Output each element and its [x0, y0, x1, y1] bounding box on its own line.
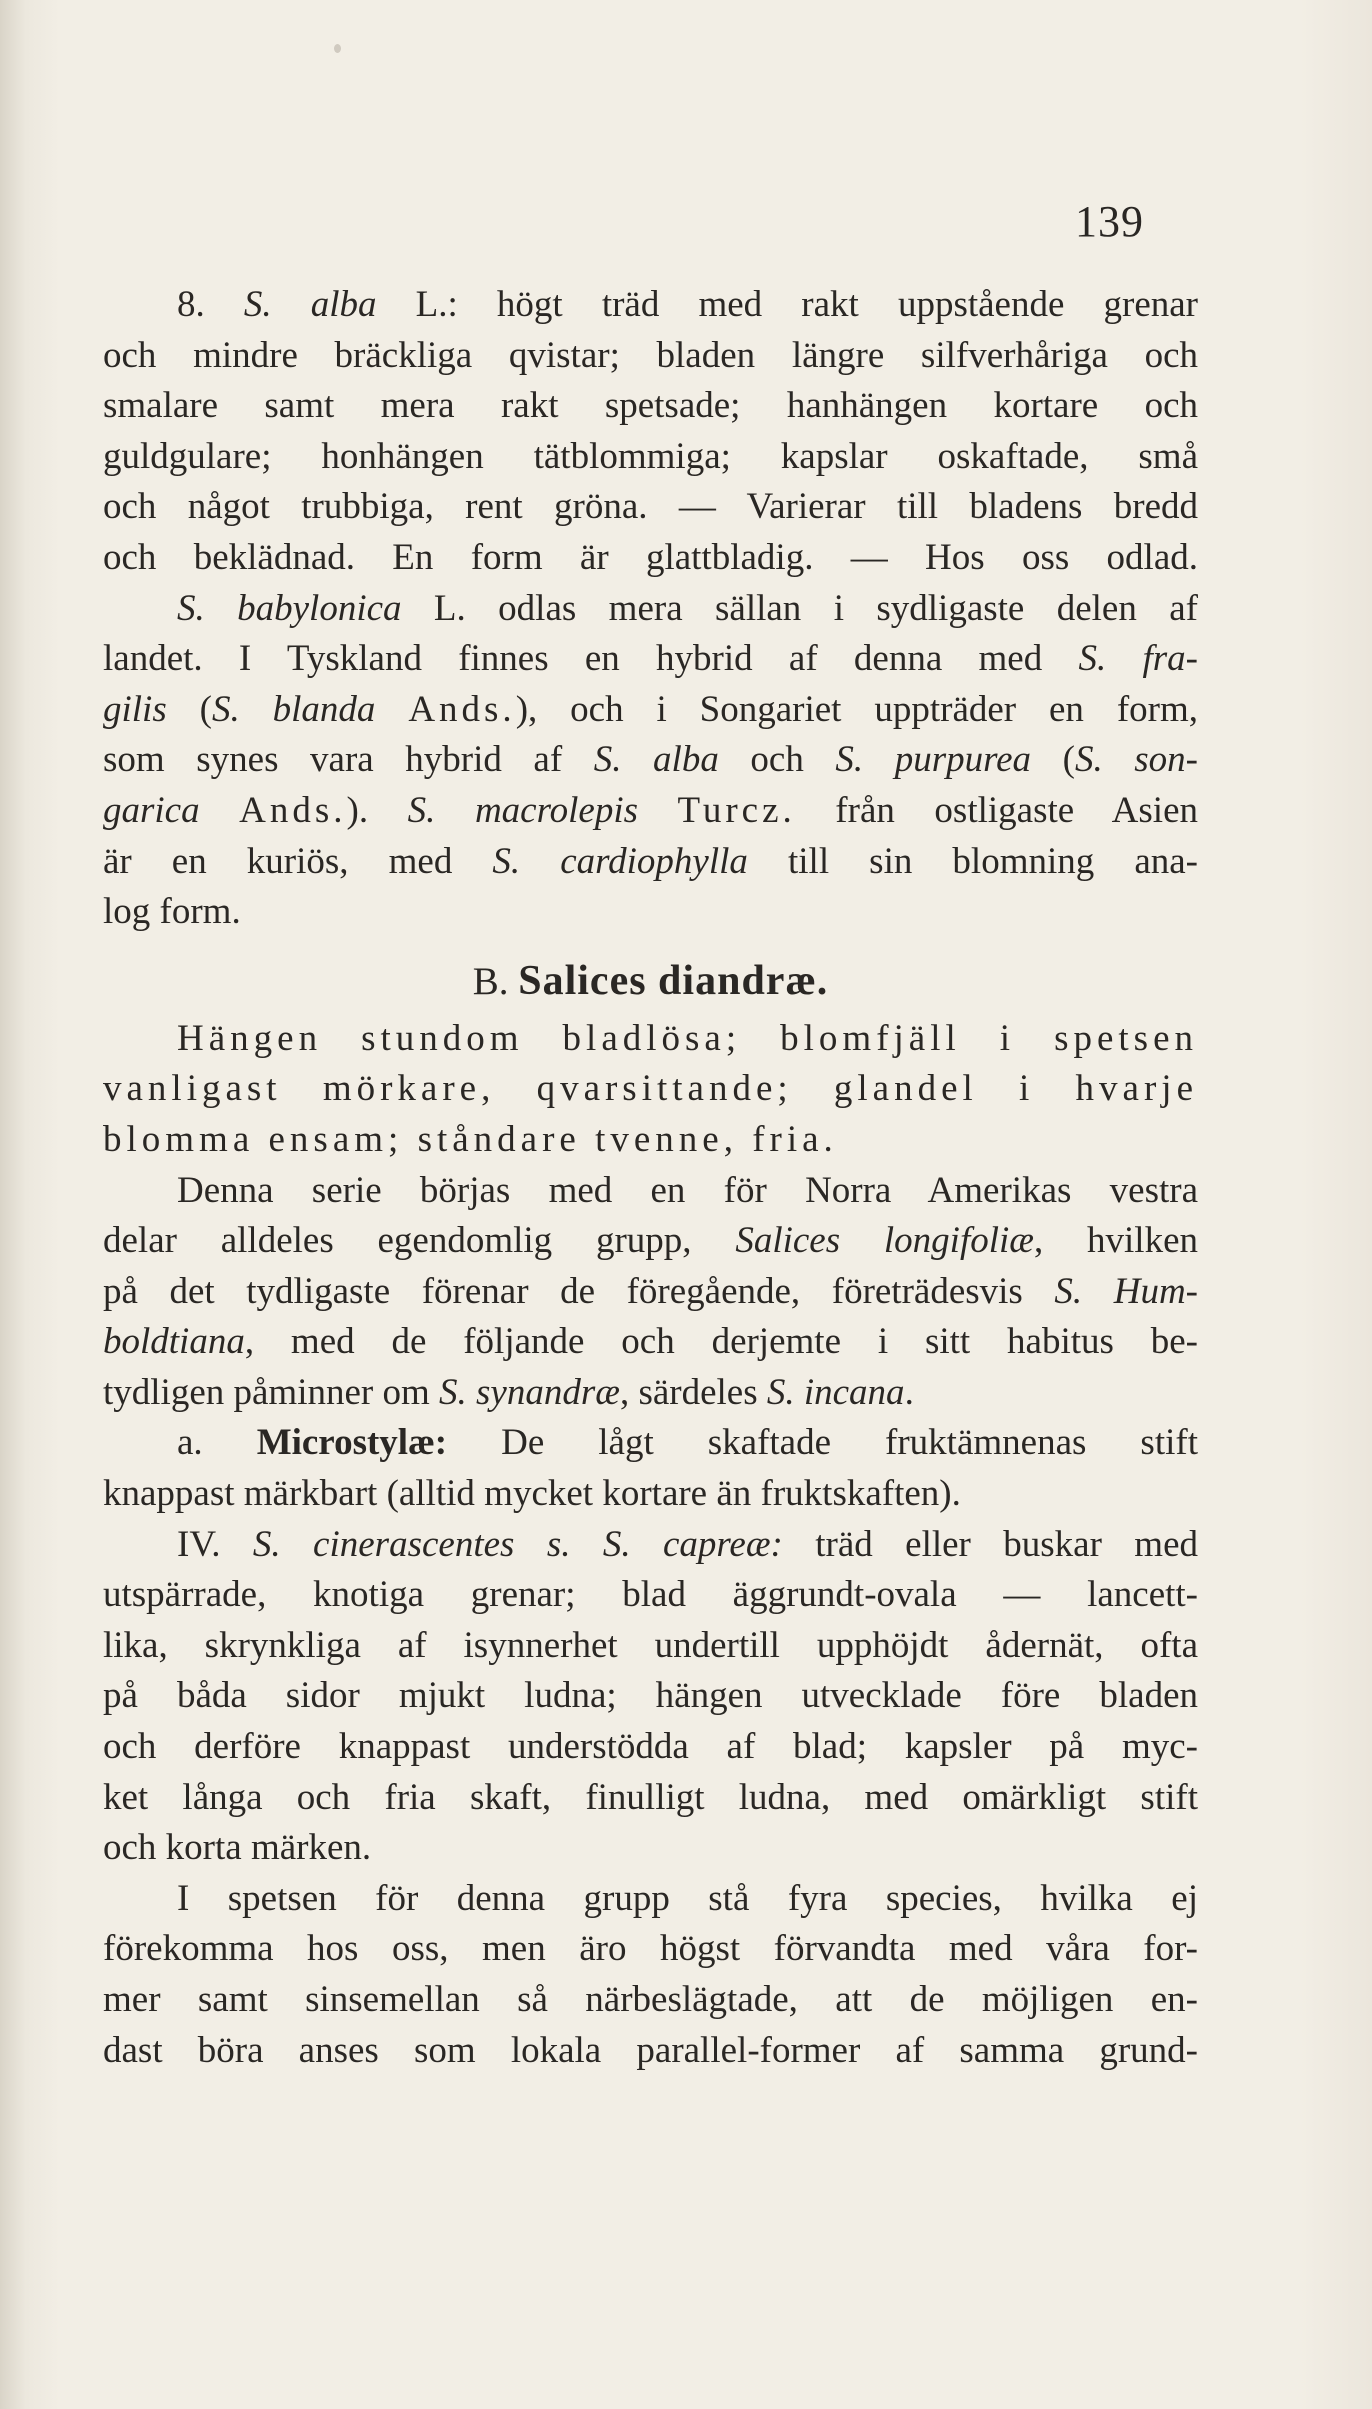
text-line: lika, skrynkliga af isynnerhet undertill upphöjdt ådernät, ofta [103, 1624, 1198, 1666]
body-text [103, 280, 1198, 2076]
text-line: förekomma hos oss, men äro högst förvandta med våra for- [103, 1928, 1198, 1970]
text-line: och derföre knappast understödda af blad; kapsler på myc- [103, 1726, 1198, 1768]
text-line: Hängen stundom bladlösa; blomfjäll i spetsen [177, 1017, 1198, 1059]
text-line: I spetsen för denna grupp stå fyra species, hvilka ej [177, 1877, 1198, 1919]
text-line: boldtiana, med de följande och derjemte i sitt habitus be- [103, 1321, 1198, 1363]
text-line: ket långa och fria skaft, finulligt ludna, med omärkligt stift [103, 1776, 1198, 1818]
text-line: och mindre bräckliga qvistar; bladen längre silfverhåriga och [103, 334, 1198, 376]
text-line: guldgulare; honhängen tätblommiga; kapslar oskaftade, små [103, 435, 1198, 477]
text-line: på båda sidor mjukt ludna; hängen utvecklade före bladen [103, 1675, 1198, 1717]
text-line: på det tydligaste förenar de föregående, företrädesvis S. Hum- [103, 1270, 1199, 1312]
page-number: 139 [1075, 197, 1144, 246]
ink-speck [334, 44, 341, 53]
text-line: delar alldeles egendomlig grupp, Salices longifoliæ, hvilken [103, 1220, 1198, 1262]
text-line: IV. S. cinerascentes s. S. capreæ: träd eller buskar med [177, 1523, 1199, 1565]
text-line: gilis (S. blanda Ands.), och i Songariet uppträder en form, [103, 688, 1199, 730]
text-line: Denna serie börjas med en för Norra Amerikas vestra [177, 1169, 1198, 1211]
text-line: som synes vara hybrid af S. alba och S. purpurea (S. son- [103, 739, 1198, 781]
text-line: mer samt sinsemellan så närbeslägtade, att de möjligen en- [103, 1979, 1198, 2020]
text-line: log form. [103, 891, 241, 933]
text-line: är en kuriös, med S. cardiophylla till sin blomning ana- [103, 840, 1198, 882]
text-line: utspärrade, knotiga grenar; blad äggrundt-ovala — lancett- [103, 1574, 1198, 1616]
text-line: tydligen påminner om S. synandræ, särdeles S. incana. [103, 1371, 914, 1413]
text-line: 8. S. alba L.: högt träd med rakt uppstående grenar [177, 284, 1198, 325]
text-line: dast böra anses som lokala parallel-former af samma grund- [103, 2029, 1198, 2071]
text-line: S. babylonica L. odlas mera sällan i sydligaste delen af [177, 587, 1198, 629]
section-heading: B. Salices diandræ. [472, 957, 829, 1004]
text-line: a. Microstylæ: De lågt skaftade fruktämnenas stift [177, 1422, 1198, 1464]
text-line: smalare samt mera rakt spetsade; hanhängen kortare och [103, 385, 1198, 427]
text-line: vanligast mörkare, qvarsittande; glandel i hvarje [103, 1068, 1198, 1110]
text-line: garica Ands.). S. macrolepis Turcz. från ostligaste Asien [103, 789, 1198, 831]
text-line: och något trubbiga, rent gröna. — Varierar till bladens bredd [103, 486, 1198, 528]
text-line: och beklädnad. En form är glattbladig. — Hos oss odlad. [103, 536, 1198, 578]
text-line: blomma ensam; ståndare tvenne, fria. [103, 1118, 838, 1160]
text-line: och korta märken. [103, 1827, 372, 1869]
text-line: knappast märkbart (alltid mycket kortare än fruktskaften). [103, 1473, 961, 1515]
text-line: landet. I Tyskland finnes en hybrid af denna med S. fra- [103, 638, 1198, 680]
